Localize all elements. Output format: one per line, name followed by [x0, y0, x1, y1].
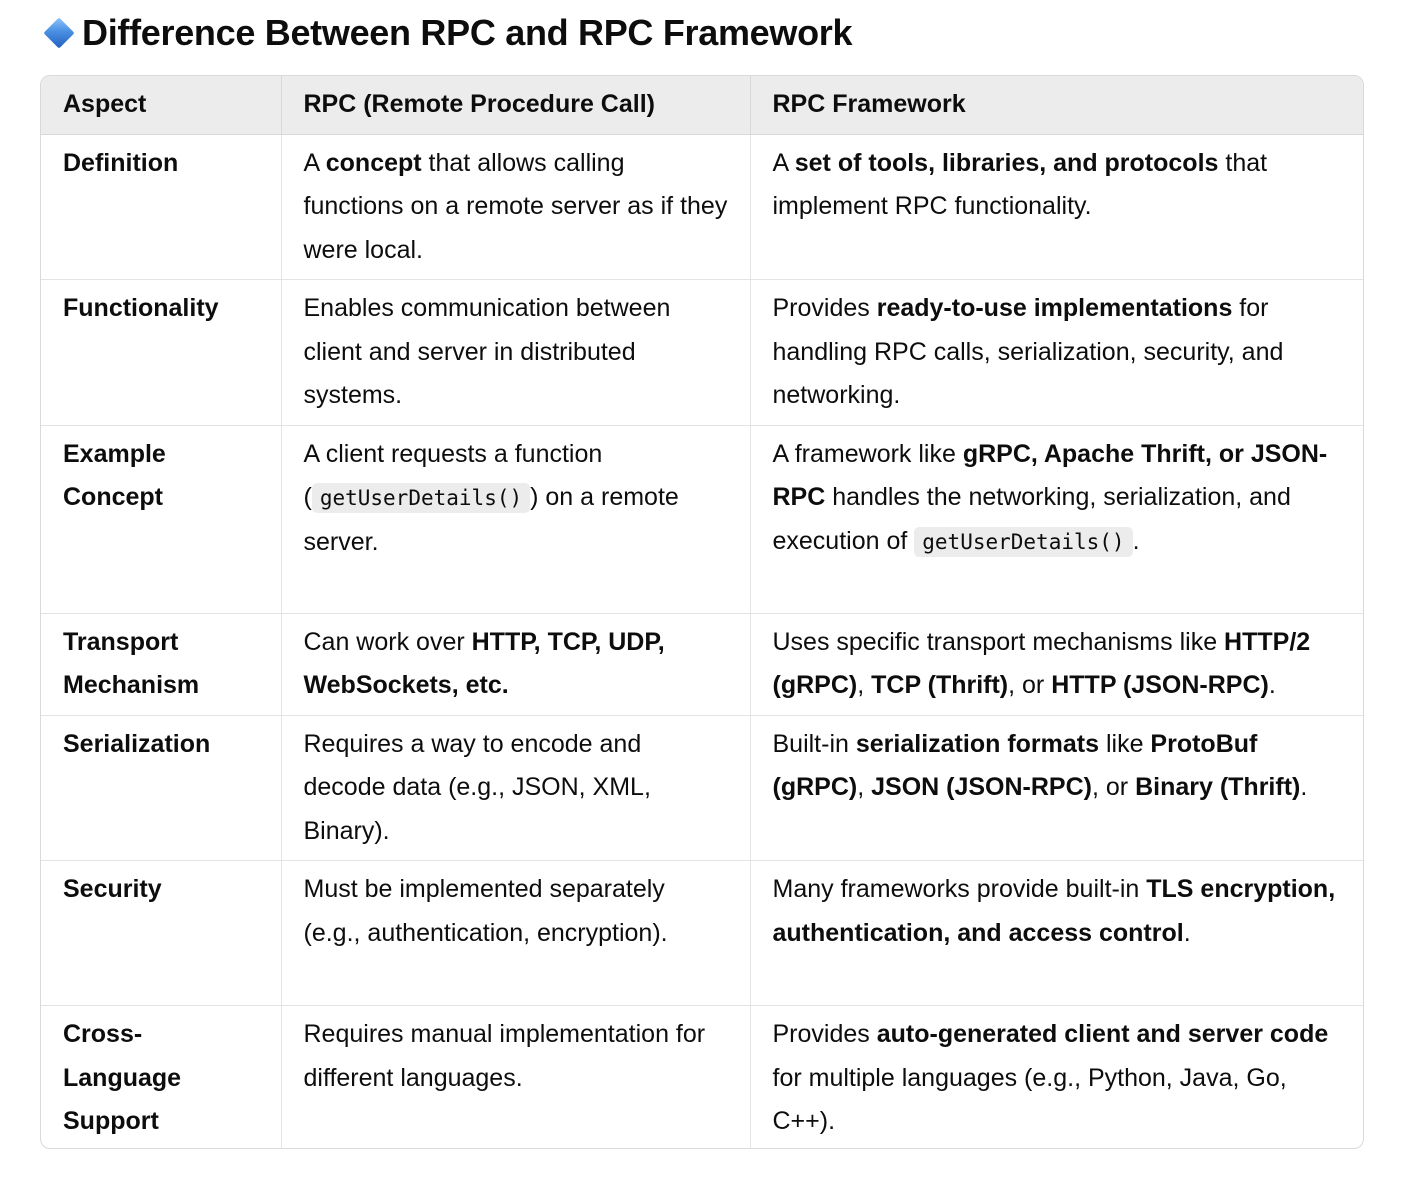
page-title: [42, 10, 852, 56]
comparison-table: [41, 76, 1364, 1149]
text-segment: Uses specific transport mechanisms like: [772, 627, 1225, 656]
bold-text: TCP (Thrift): [871, 671, 1009, 699]
table-row: [41, 861, 1364, 1006]
cell-framework: [750, 134, 1364, 280]
text-segment: .: [1300, 773, 1308, 801]
inline-code: getUserDetails(): [914, 527, 1132, 557]
bold-text: auto-generated client and server code: [876, 1020, 1329, 1048]
cell-rpc: [281, 613, 750, 715]
text-segment: .: [1183, 918, 1191, 947]
text-segment: for multiple languages (e.g., Python, Java, Go, C++).: [772, 1063, 1287, 1135]
text-segment: Can work over: [303, 627, 472, 656]
header-aspect: Aspect: [41, 76, 281, 134]
bold-text: HTTP/2 (gRPC): [772, 627, 1311, 699]
cell-aspect: Serialization: [41, 715, 281, 861]
cell-rpc: [281, 715, 750, 861]
cell-framework: [750, 715, 1364, 861]
text-segment: ) on a remote server.: [303, 483, 679, 556]
text-segment: A: [772, 148, 795, 177]
text-segment: .: [1268, 671, 1276, 699]
cell-framework: [750, 425, 1364, 613]
cell-rpc: [281, 1006, 750, 1150]
cell-rpc: [281, 280, 750, 426]
text-segment: for handling RPC calls, serialization, security, and networking.: [772, 294, 1284, 409]
text-segment: .: [1132, 526, 1140, 555]
text-segment: ,: [857, 671, 872, 699]
bold-text: HTTP (JSON-RPC): [1051, 671, 1269, 699]
text-segment: , or: [1092, 773, 1136, 801]
bold-text: gRPC, Apache Thrift, or JSON-RPC: [772, 439, 1328, 511]
bold-text: set of tools, libraries, and protocols: [794, 148, 1219, 177]
cell-aspect: Example Concept: [41, 425, 281, 613]
comparison-table-container: [40, 75, 1364, 1149]
text-segment: Enables communication between client and server in distributed systems.: [303, 294, 671, 409]
bold-text: HTTP, TCP, UDP, WebSockets, etc.: [303, 627, 665, 699]
bold-text: ProtoBuf (gRPC): [772, 729, 1258, 801]
cell-framework: [750, 861, 1364, 1006]
bold-text: TLS encryption, authentication, and access control: [772, 875, 1336, 947]
text-segment: that allows calling functions on a remote server as if they were local.: [303, 148, 728, 264]
page-title-text: Difference Between RPC and RPC Framework: [82, 12, 853, 53]
table-row: [41, 134, 1364, 280]
cell-rpc: [281, 861, 750, 1006]
cell-aspect: Transport Mechanism: [41, 613, 281, 715]
cell-rpc: [281, 425, 750, 613]
text-segment: Built-in: [772, 729, 856, 758]
bold-text: JSON (JSON-RPC): [871, 773, 1092, 801]
cell-framework: [750, 613, 1364, 715]
text-segment: A: [303, 148, 326, 177]
table-row: [41, 280, 1364, 426]
text-segment: like: [1099, 729, 1151, 758]
text-segment: Many frameworks provide built-in: [772, 875, 1147, 903]
text-segment: ,: [857, 773, 872, 801]
bold-text: Binary (Thrift): [1135, 773, 1301, 801]
cell-aspect: Definition: [41, 134, 281, 280]
text-segment: Requires a way to encode and decode data (e.g., JSON, XML, Binary).: [303, 729, 651, 845]
text-segment: that implement RPC functionality.: [772, 148, 1268, 220]
text-segment: Requires manual implementation for different languages.: [303, 1020, 706, 1092]
cell-rpc: [281, 134, 750, 280]
text-segment: A client requests a function (: [303, 439, 603, 511]
header-rpc-framework: RPC Framework: [750, 76, 1364, 134]
table-row: [41, 425, 1364, 613]
text-segment: handles the networking, serialization, and execution of: [772, 483, 1291, 555]
text-segment: Must be implemented separately (e.g., authentication, encryption).: [303, 875, 668, 947]
bold-text: serialization formats: [855, 729, 1100, 758]
cell-framework: [750, 1006, 1364, 1150]
inline-code: getUserDetails(): [312, 483, 530, 513]
header-rpc: RPC (Remote Procedure Call): [281, 76, 750, 134]
cell-aspect: Security: [41, 861, 281, 1006]
text-segment: Provides: [772, 294, 877, 322]
text-segment: , or: [1008, 671, 1052, 699]
table-body: [41, 134, 1364, 1149]
table-row: [41, 1006, 1364, 1150]
text-segment: A framework like: [772, 439, 963, 468]
cell-aspect: Cross-Language Support: [63, 1020, 182, 1135]
bold-text: concept: [325, 148, 422, 177]
blue-diamond-icon: [43, 17, 74, 48]
text-segment: Provides: [772, 1020, 877, 1048]
cell-aspect: Functionality: [41, 280, 281, 426]
table-row: [41, 613, 1364, 715]
table-header-row: [41, 76, 1364, 134]
bold-text: ready-to-use implementations: [876, 294, 1233, 322]
cell-framework: [750, 280, 1364, 426]
table-row: [41, 715, 1364, 861]
